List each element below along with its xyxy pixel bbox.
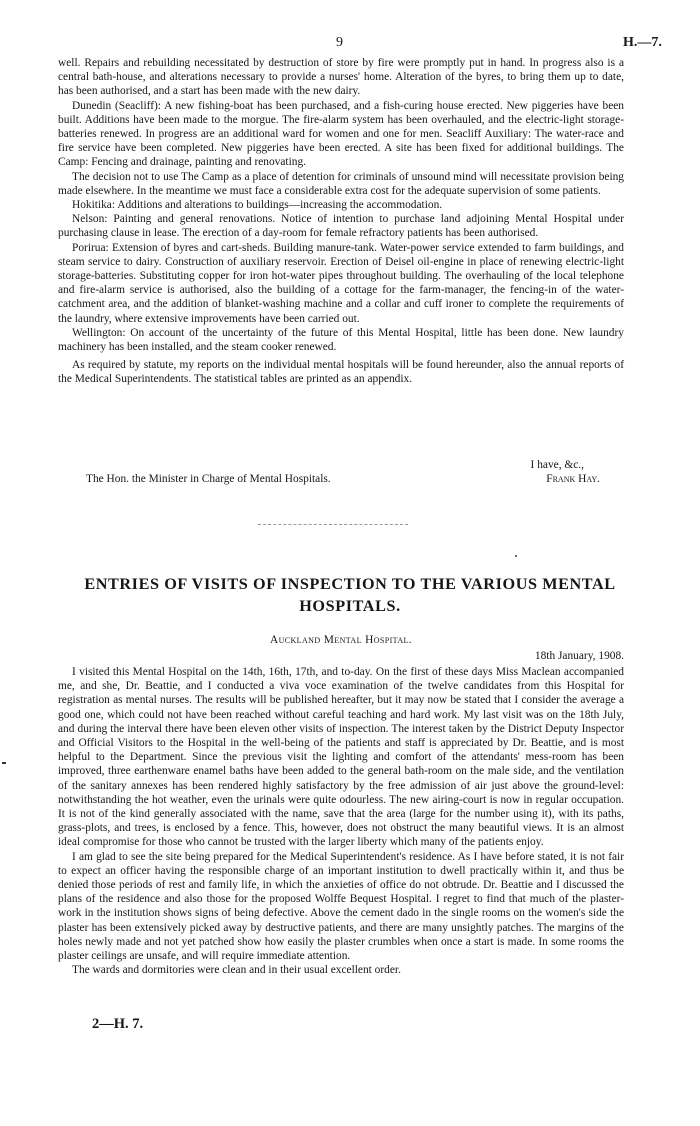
paragraph-dunedin: Dunedin (Seacliff): A new fishing-boat has been purchased, and a fish-curing house erected. New piggeries have been built. Additions have been made to the morgue. The fire-alarm system has been overhauled, and the electric-light storage-batteries renewed. In progress are an additional ward for women and one for men. Seacliff Auxiliary: The water-race and fire service have been completed. New piggeries have been erected. A site has been fixed for additional buildings. The Camp: Fencing and drainage, painting and renovating.	[58, 99, 624, 169]
margin-mark	[2, 762, 6, 764]
hospital-subheading: Auckland Mental Hospital.	[269, 634, 413, 646]
footer-signature: 2—H. 7.	[92, 1016, 144, 1032]
document-code: H.—7.	[623, 35, 662, 50]
paragraph-camp-decision: The decision not to use The Camp as a place of detention for criminals of unsound mind will necessitate provision being made elsewhere. In the meantime we must face a considerable extra cost for the adequate supervision of some patients.	[58, 170, 624, 197]
paragraph-nelson: Nelson: Painting and general renovations. Notice of intention to purchase land adjoining Mental Hospital under purchasing clause in lease. The erection of a day-room for female refractory patients has been authorised.	[58, 213, 624, 240]
closing-salutation: I have, &c.,	[530, 459, 584, 471]
paragraph-statute: As required by statute, my reports on the individual mental hospitals will be found hereunder, also the annual reports of the Medical Superintendents. The statistical tables are printed as an appendix.	[58, 359, 624, 386]
section-divider	[258, 524, 408, 525]
print-speck	[515, 555, 517, 557]
entry-paragraph-visit: I visited this Mental Hospital on the 14th, 16th, 17th, and to-day. On the first of these days Miss Maclean accompanied me, and she, Dr. Beattie, and I conducted a viva voce examination of the twelve candidates from this Hospital for registration as mental nurses. The results will be published hereafter, but it may now be stated that I consider the average a good one, which could not have been reached without careful teaching and hard work. My last visit was on the 18th July, and during the interval there have been eleven other visits of inspection. The interest taken by the District Deputy Inspector and Official Visitors to the Hospital in the well-being of the patients and staff is appreciated by Dr. Beattie, and is most helpful to the Department. Since the previous visit the lighting and comfort of the attendants' mess-room has been improved, three earthenware enamel baths have been added to the general bath-room on the male side, and the ventilation of the sanitary annexes has been rendered highly satisfactory by the free admission of air just above the ground-level: notwithstanding the hot weather, even the urinals were quite odourless. The new airing-court is now in regular occupation. It is not of the kind generally associated with the name, save that the area (large for the number using it), with its paths, grass-plots, and trees, is enclosed by a fence. This, however, does not obstruct the many beautiful views. It is an almost ideal compromise for those who cannot be trusted with the larger liberty which many of the patients enjoy.	[58, 666, 624, 849]
page-number: 9	[336, 35, 343, 50]
section-title	[40, 573, 660, 617]
paragraph-porirua: Porirua: Extension of byres and cart-sheds. Building manure-tank. Water-power service extended to farm buildings, and steam service to dairy. Construction of auxiliary reservoir. Erection of Deisel oil-engine in place of renewing electric-light storage-batteries. Substituting copper for iron hot-water pipes throughout building. The overhauling of the local telephone and fire-alarm service is authorised, also the building of a cottage for the farm-manager, the fencing-in of the water-catchment area, and the addition of blanket-washing machine and a collar and cuff ironer to complete the requirements of the laundry, where extensive improvements have been carried out.	[58, 241, 624, 325]
entry-paragraph-residence: I am glad to see the site being prepared for the Medical Superintendent's residence. As I have before stated, it is not fair to expect an officer having the responsible charge of an important institution to dwell practically within it, and thus be denied those periods of rest and family life, in which the anxieties of office do not obtrude. Dr. Beattie and I discussed the plans of the residence and also those for the proposed Wolffe Bequest Hospital. I regret to find that much of the plaster-work in the institution shows signs of being defective. Above the cement dado in the single rooms on the women's side the plaster has been extensively picked away by destructive patients, and there are many unsightly patches. The margins of the holes newly made and not yet patched show how easily the plaster crumbles when once a start is made. In some rooms the plaster ceilings are unsafe, and will require immediate attention.	[58, 850, 624, 963]
entry-date: 18th January, 1908.	[534, 650, 624, 662]
addressee-line: The Hon. the Minister in Charge of Mental Hospitals.	[86, 473, 331, 485]
paragraph-continuation: well. Repairs and rebuilding necessitated by destruction of store by fire were promptly put in hand. In progress also is a central bath-house, and alterations necessary to provide a nurses' home. Alteration of the byres, to bring them up to date, has been authorised, and a start has been made with the new dairy.	[58, 57, 624, 98]
section-title-line-1: ENTRIES OF VISITS OF INSPECTION TO THE VARIOUS MENTAL	[84, 575, 616, 593]
entry-body	[58, 665, 624, 977]
entry-paragraph-wards: The wards and dormitories were clean and in their usual excellent order.	[72, 964, 401, 977]
signatory-name: Frank Hay.	[546, 473, 600, 485]
section-title-line-2: HOSPITALS.	[299, 597, 401, 615]
paragraph-hokitika: Hokitika: Additions and alterations to buildings—increasing the accommodation.	[72, 199, 443, 212]
paragraph-wellington: Wellington: On account of the uncertainty of the future of this Mental Hospital, little has been done. New laundry machinery has been installed, and the steam cooker renewed.	[58, 326, 624, 354]
report-body	[58, 56, 624, 387]
